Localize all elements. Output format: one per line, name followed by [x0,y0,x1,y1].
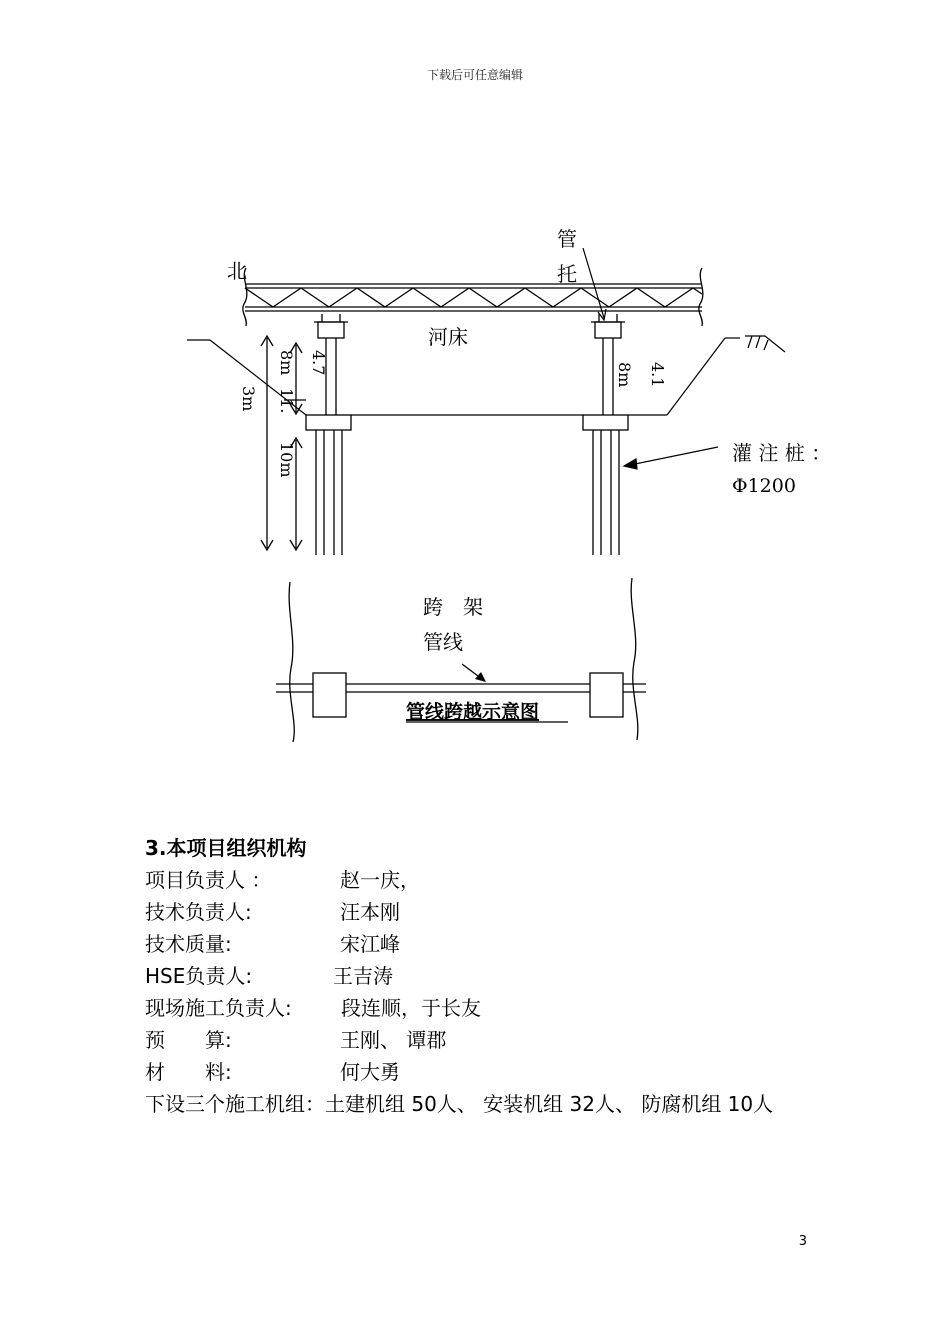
dim-left-a: 8m [277,350,296,376]
pipe-support-label-2: 托 [557,262,577,286]
pipeline-arrow-head [475,672,486,682]
org-row-label: 材 料: [145,1060,232,1084]
dim-right-a: 8m [615,362,634,388]
north-label: 北 [227,259,247,283]
pile-diameter-label: Φ1200 [732,475,796,497]
org-row-label: HSE负责人: [145,964,253,988]
pile-label: 灌 注 桩 ： [732,441,832,465]
org-row [145,1024,825,1056]
pipe-saddle-left [314,314,348,338]
span-label-2: 管线 [423,630,463,654]
org-row [145,1056,825,1088]
org-row [145,864,825,896]
riverbed-profile [187,336,785,415]
org-row [145,960,825,992]
diagram-title: 管线跨越示意图 [406,701,540,723]
riverbed-label: 河床 [428,325,468,349]
crew-description: 下设三个施工机组：土建机组 50人、 安装机组 32人、 防腐机组 10人 [145,1092,774,1116]
dim-left-b: 4.7 [309,350,328,376]
org-row-value: 何大勇 [340,1060,400,1084]
org-row-value: 王刚、 谭郡 [340,1028,447,1052]
org-row [145,928,825,960]
dim-left-e: 10m [277,442,296,478]
page-number: 3 [798,1234,807,1249]
pile-arrow [624,447,718,469]
page-header: 下载后可任意编辑 [426,68,523,82]
org-row-value: 宋江峰 [340,932,400,956]
org-row [145,896,825,928]
section-title: 3.本项目组织机构 [145,836,307,860]
org-row-label: 技术负责人: [145,900,252,924]
org-row [145,992,825,1024]
dim-left-d: 3m [239,386,258,412]
pipe-truss [243,268,703,326]
org-row-value: 段连顺，于长友 [341,996,481,1020]
span-label-1: 跨 架 [423,595,483,619]
org-row-value: 汪本刚 [340,900,400,924]
dim-left-c: 11. [277,388,296,414]
org-row-label: 技术质量: [145,932,232,956]
pipe-saddle-right [591,314,625,338]
org-row-label: 项目负责人 ： [145,868,272,892]
dim-right-b: 4.1 [648,362,667,388]
organization-section [145,832,825,1120]
org-row-value: 赵一庆， [340,868,420,892]
org-row-label: 现场施工负责人: [145,996,292,1020]
pipe-support-label-1: 管 [557,227,577,251]
org-row-label: 预 算: [145,1028,232,1052]
org-row-value: 王吉涛 [333,964,393,988]
